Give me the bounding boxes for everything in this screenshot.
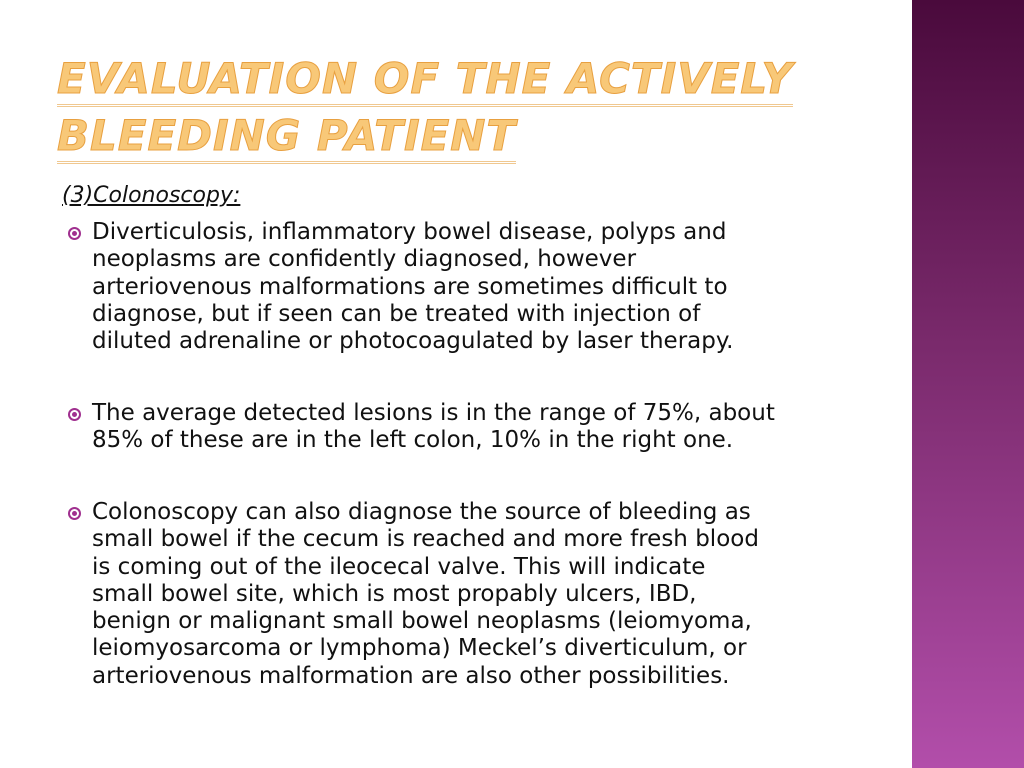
- bullet-text-line: leiomyosarcoma or lymphoma) Meckel’s diverticulum, or: [92, 635, 747, 662]
- bullet-icon: [68, 507, 81, 520]
- bullet-text-line: arteriovenous malformations are sometimes difficult to: [92, 273, 728, 300]
- bullet-text-line: Diverticulosis, inflammatory bowel disease, polyps and: [92, 219, 727, 245]
- bullet-text-line: The average detected lesions is in the range of 75%, about: [92, 400, 775, 426]
- bullet-text-line: diluted adrenaline or photocoagulated by laser therapy.: [92, 328, 734, 355]
- bullet-text-line: Colonoscopy can also diagnose the source of bleeding as: [92, 499, 751, 525]
- bullet-text-line: neoplasms are confidently diagnosed, however: [92, 246, 637, 273]
- title-line-2: BLEEDING PATIENT: [57, 113, 516, 164]
- bullet-text-line: arteriovenous malformation are also other possibilities.: [92, 662, 730, 689]
- decorative-side-panel: [912, 0, 1024, 768]
- bullet-icon: [68, 408, 81, 421]
- bullet-item: [92, 499, 759, 690]
- bullet-text-line: 85% of these are in the left colon, 10% in the right one.: [92, 427, 734, 454]
- bullet-text-line: diagnose, but if seen can be treated with injection of: [92, 300, 701, 327]
- subtitle: (3)Colonoscopy:: [62, 183, 241, 208]
- title-line-1: EVALUATION OF THE ACTIVELY: [57, 56, 793, 107]
- bullet-text-line: small bowel site, which is most propably ulcers, IBD,: [92, 580, 697, 607]
- bullet-item: [92, 219, 734, 355]
- bullet-icon: [68, 227, 81, 240]
- bullet-item: [92, 400, 775, 455]
- bullet-text-line: small bowel if the cecum is reached and more fresh blood: [92, 526, 759, 553]
- bullet-text-line: benign or malignant small bowel neoplasms (leiomyoma,: [92, 608, 752, 635]
- bullet-text-line: is coming out of the ileocecal valve. This will indicate: [92, 553, 706, 580]
